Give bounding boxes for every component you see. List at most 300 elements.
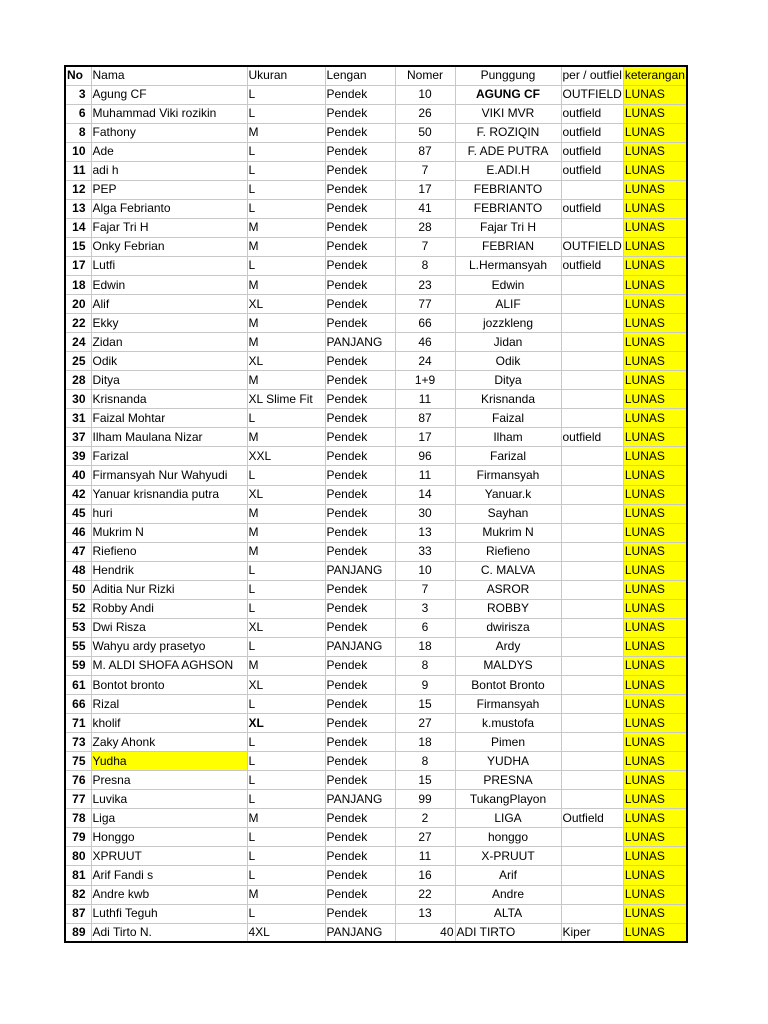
cell-no[interactable]: 77 — [65, 790, 91, 809]
cell-punggung[interactable]: ADI TIRTO — [455, 923, 561, 942]
cell-ukuran[interactable]: M — [247, 371, 325, 390]
cell-no[interactable]: 55 — [65, 637, 91, 656]
header-keterangan[interactable]: keterangan — [623, 66, 687, 85]
cell-keterangan[interactable]: LUNAS — [623, 142, 687, 161]
cell-keterangan[interactable]: LUNAS — [623, 828, 687, 847]
cell-lengan[interactable]: PANJANG — [325, 923, 395, 942]
cell-nama[interactable]: Andre kwb — [91, 885, 247, 904]
cell-no[interactable]: 22 — [65, 314, 91, 333]
cell-punggung[interactable]: MALDYS — [455, 656, 561, 675]
cell-keterangan[interactable]: LUNAS — [623, 676, 687, 695]
cell-nama[interactable]: Ditya — [91, 371, 247, 390]
cell-lengan[interactable]: Pendek — [325, 828, 395, 847]
cell-no[interactable]: 75 — [65, 752, 91, 771]
cell-nomer[interactable]: 27 — [395, 828, 455, 847]
cell-no[interactable]: 78 — [65, 809, 91, 828]
header-nomer[interactable]: Nomer — [395, 66, 455, 85]
cell-punggung[interactable]: Andre — [455, 885, 561, 904]
cell-posisi[interactable] — [561, 295, 623, 314]
cell-no[interactable]: 8 — [65, 123, 91, 142]
cell-no[interactable]: 3 — [65, 85, 91, 104]
cell-nomer[interactable]: 50 — [395, 123, 455, 142]
header-posisi[interactable]: per / outfiel — [561, 66, 623, 85]
cell-lengan[interactable]: PANJANG — [325, 333, 395, 352]
cell-no[interactable]: 81 — [65, 866, 91, 885]
cell-no[interactable]: 20 — [65, 295, 91, 314]
cell-posisi[interactable] — [561, 390, 623, 409]
cell-punggung[interactable]: dwirisza — [455, 618, 561, 637]
cell-nomer[interactable]: 16 — [395, 866, 455, 885]
cell-nomer[interactable]: 6 — [395, 618, 455, 637]
cell-ukuran[interactable]: XL — [247, 352, 325, 371]
cell-posisi[interactable] — [561, 790, 623, 809]
cell-punggung[interactable]: F. ROZIQIN — [455, 123, 561, 142]
cell-ukuran[interactable]: M — [247, 504, 325, 523]
cell-lengan[interactable]: Pendek — [325, 371, 395, 390]
cell-keterangan[interactable]: LUNAS — [623, 847, 687, 866]
cell-nama[interactable]: Robby Andi — [91, 599, 247, 618]
cell-posisi[interactable] — [561, 733, 623, 752]
cell-punggung[interactable]: AGUNG CF — [455, 85, 561, 104]
cell-ukuran[interactable]: L — [247, 180, 325, 199]
cell-ukuran[interactable]: M — [247, 542, 325, 561]
cell-no[interactable]: 80 — [65, 847, 91, 866]
cell-ukuran[interactable]: XL Slime Fit — [247, 390, 325, 409]
cell-posisi[interactable] — [561, 847, 623, 866]
cell-keterangan[interactable]: LUNAS — [623, 733, 687, 752]
cell-lengan[interactable]: Pendek — [325, 466, 395, 485]
cell-keterangan[interactable]: LUNAS — [623, 771, 687, 790]
cell-no[interactable]: 52 — [65, 599, 91, 618]
cell-nama[interactable]: Liga — [91, 809, 247, 828]
cell-punggung[interactable]: Odik — [455, 352, 561, 371]
cell-posisi[interactable] — [561, 828, 623, 847]
cell-keterangan[interactable]: LUNAS — [623, 256, 687, 275]
cell-lengan[interactable]: Pendek — [325, 199, 395, 218]
cell-nomer[interactable]: 10 — [395, 561, 455, 580]
cell-nama[interactable]: Hendrik — [91, 561, 247, 580]
cell-ukuran[interactable]: L — [247, 904, 325, 923]
cell-nama[interactable]: M. ALDI SHOFA AGHSON — [91, 656, 247, 675]
cell-nomer[interactable]: 11 — [395, 466, 455, 485]
cell-lengan[interactable]: Pendek — [325, 180, 395, 199]
cell-nama[interactable]: Firmansyah Nur Wahyudi — [91, 466, 247, 485]
cell-punggung[interactable]: honggo — [455, 828, 561, 847]
cell-lengan[interactable]: Pendek — [325, 847, 395, 866]
cell-no[interactable]: 53 — [65, 618, 91, 637]
cell-posisi[interactable] — [561, 885, 623, 904]
cell-nama[interactable]: Alga Febrianto — [91, 199, 247, 218]
cell-nomer[interactable]: 27 — [395, 714, 455, 733]
cell-ukuran[interactable]: L — [247, 790, 325, 809]
cell-keterangan[interactable]: LUNAS — [623, 485, 687, 504]
cell-nomer[interactable]: 23 — [395, 276, 455, 295]
cell-punggung[interactable]: Ardy — [455, 637, 561, 656]
cell-keterangan[interactable]: LUNAS — [623, 447, 687, 466]
cell-keterangan[interactable]: LUNAS — [623, 904, 687, 923]
cell-keterangan[interactable]: LUNAS — [623, 885, 687, 904]
cell-nomer[interactable]: 24 — [395, 352, 455, 371]
cell-ukuran[interactable]: L — [247, 771, 325, 790]
cell-posisi[interactable]: outfield — [561, 123, 623, 142]
cell-no[interactable]: 76 — [65, 771, 91, 790]
cell-punggung[interactable]: ALIF — [455, 295, 561, 314]
cell-ukuran[interactable]: L — [247, 561, 325, 580]
cell-keterangan[interactable]: LUNAS — [623, 809, 687, 828]
cell-lengan[interactable]: Pendek — [325, 676, 395, 695]
cell-nomer[interactable]: 9 — [395, 676, 455, 695]
cell-keterangan[interactable]: LUNAS — [623, 161, 687, 180]
cell-punggung[interactable]: LIGA — [455, 809, 561, 828]
cell-keterangan[interactable]: LUNAS — [623, 123, 687, 142]
cell-lengan[interactable]: Pendek — [325, 352, 395, 371]
cell-ukuran[interactable]: M — [247, 333, 325, 352]
cell-keterangan[interactable]: LUNAS — [623, 180, 687, 199]
cell-posisi[interactable] — [561, 371, 623, 390]
cell-no[interactable]: 71 — [65, 714, 91, 733]
cell-no[interactable]: 48 — [65, 561, 91, 580]
cell-nama[interactable]: Yudha — [91, 752, 247, 771]
cell-punggung[interactable]: X-PRUUT — [455, 847, 561, 866]
cell-nama[interactable]: XPRUUT — [91, 847, 247, 866]
cell-posisi[interactable] — [561, 542, 623, 561]
cell-punggung[interactable]: Fajar Tri H — [455, 218, 561, 237]
cell-lengan[interactable]: Pendek — [325, 237, 395, 256]
cell-nomer[interactable]: 1+9 — [395, 371, 455, 390]
cell-posisi[interactable]: outfield — [561, 104, 623, 123]
cell-nama[interactable]: Riefieno — [91, 542, 247, 561]
cell-keterangan[interactable]: LUNAS — [623, 561, 687, 580]
cell-posisi[interactable] — [561, 485, 623, 504]
cell-punggung[interactable]: E.ADI.H — [455, 161, 561, 180]
cell-posisi[interactable] — [561, 523, 623, 542]
cell-punggung[interactable]: PRESNA — [455, 771, 561, 790]
cell-punggung[interactable]: Sayhan — [455, 504, 561, 523]
cell-lengan[interactable]: Pendek — [325, 409, 395, 428]
cell-nama[interactable]: Wahyu ardy prasetyo — [91, 637, 247, 656]
cell-keterangan[interactable]: LUNAS — [623, 580, 687, 599]
cell-punggung[interactable]: Krisnanda — [455, 390, 561, 409]
cell-posisi[interactable] — [561, 504, 623, 523]
cell-nama[interactable]: Farizal — [91, 447, 247, 466]
cell-ukuran[interactable]: L — [247, 142, 325, 161]
cell-nama[interactable]: kholif — [91, 714, 247, 733]
cell-punggung[interactable]: Bontot Bronto — [455, 676, 561, 695]
cell-punggung[interactable]: ROBBY — [455, 599, 561, 618]
cell-nomer[interactable]: 46 — [395, 333, 455, 352]
cell-posisi[interactable] — [561, 314, 623, 333]
cell-punggung[interactable]: Firmansyah — [455, 466, 561, 485]
cell-punggung[interactable]: FEBRIAN — [455, 237, 561, 256]
cell-keterangan[interactable]: LUNAS — [623, 618, 687, 637]
cell-nomer[interactable]: 33 — [395, 542, 455, 561]
cell-punggung[interactable]: Faizal — [455, 409, 561, 428]
cell-punggung[interactable]: Yanuar.k — [455, 485, 561, 504]
cell-nama[interactable]: Onky Febrian — [91, 237, 247, 256]
cell-ukuran[interactable]: L — [247, 466, 325, 485]
cell-ukuran[interactable]: L — [247, 752, 325, 771]
cell-nomer[interactable]: 17 — [395, 180, 455, 199]
cell-lengan[interactable]: Pendek — [325, 390, 395, 409]
cell-lengan[interactable]: Pendek — [325, 866, 395, 885]
cell-nomer[interactable]: 15 — [395, 695, 455, 714]
cell-ukuran[interactable]: XL — [247, 676, 325, 695]
cell-ukuran[interactable]: L — [247, 847, 325, 866]
cell-punggung[interactable]: jozzkleng — [455, 314, 561, 333]
cell-lengan[interactable]: Pendek — [325, 695, 395, 714]
cell-keterangan[interactable]: LUNAS — [623, 752, 687, 771]
cell-lengan[interactable]: Pendek — [325, 447, 395, 466]
cell-punggung[interactable]: YUDHA — [455, 752, 561, 771]
cell-ukuran[interactable]: L — [247, 828, 325, 847]
cell-ukuran[interactable]: L — [247, 695, 325, 714]
cell-nomer[interactable]: 87 — [395, 409, 455, 428]
cell-no[interactable]: 25 — [65, 352, 91, 371]
cell-posisi[interactable]: outfield — [561, 199, 623, 218]
cell-keterangan[interactable]: LUNAS — [623, 409, 687, 428]
cell-lengan[interactable]: Pendek — [325, 733, 395, 752]
cell-nama[interactable]: Presna — [91, 771, 247, 790]
cell-nomer[interactable]: 26 — [395, 104, 455, 123]
cell-nama[interactable]: Alif — [91, 295, 247, 314]
cell-lengan[interactable]: Pendek — [325, 142, 395, 161]
cell-ukuran[interactable]: M — [247, 428, 325, 447]
cell-punggung[interactable]: Riefieno — [455, 542, 561, 561]
header-punggung[interactable]: Punggung — [455, 66, 561, 85]
cell-keterangan[interactable]: LUNAS — [623, 371, 687, 390]
cell-nama[interactable]: Edwin — [91, 276, 247, 295]
cell-punggung[interactable]: ASROR — [455, 580, 561, 599]
cell-nama[interactable]: Faizal Mohtar — [91, 409, 247, 428]
cell-posisi[interactable] — [561, 866, 623, 885]
cell-nomer[interactable]: 22 — [395, 885, 455, 904]
cell-lengan[interactable]: Pendek — [325, 618, 395, 637]
cell-nomer[interactable]: 8 — [395, 256, 455, 275]
cell-keterangan[interactable]: LUNAS — [623, 352, 687, 371]
cell-posisi[interactable] — [561, 676, 623, 695]
cell-keterangan[interactable]: LUNAS — [623, 390, 687, 409]
cell-ukuran[interactable]: XXL — [247, 447, 325, 466]
cell-lengan[interactable]: Pendek — [325, 771, 395, 790]
cell-posisi[interactable]: Outfield — [561, 809, 623, 828]
cell-posisi[interactable] — [561, 637, 623, 656]
cell-ukuran[interactable]: L — [247, 733, 325, 752]
cell-ukuran[interactable]: 4XL — [247, 923, 325, 942]
cell-nama[interactable]: Mukrim N — [91, 523, 247, 542]
cell-nomer[interactable]: 77 — [395, 295, 455, 314]
cell-ukuran[interactable]: L — [247, 85, 325, 104]
cell-nomer[interactable]: 14 — [395, 485, 455, 504]
cell-keterangan[interactable]: LUNAS — [623, 295, 687, 314]
cell-nama[interactable]: Muhammad Viki rozikin — [91, 104, 247, 123]
cell-no[interactable]: 12 — [65, 180, 91, 199]
cell-nomer[interactable]: 2 — [395, 809, 455, 828]
cell-nomer[interactable]: 7 — [395, 161, 455, 180]
cell-nomer[interactable]: 66 — [395, 314, 455, 333]
cell-punggung[interactable]: C. MALVA — [455, 561, 561, 580]
cell-ukuran[interactable]: L — [247, 104, 325, 123]
cell-no[interactable]: 28 — [65, 371, 91, 390]
cell-keterangan[interactable]: LUNAS — [623, 237, 687, 256]
cell-no[interactable]: 10 — [65, 142, 91, 161]
header-ukuran[interactable]: Ukuran — [247, 66, 325, 85]
cell-nomer[interactable]: 11 — [395, 847, 455, 866]
cell-no[interactable]: 24 — [65, 333, 91, 352]
cell-punggung[interactable]: Firmansyah — [455, 695, 561, 714]
cell-nama[interactable]: Bontot bronto — [91, 676, 247, 695]
cell-keterangan[interactable]: LUNAS — [623, 466, 687, 485]
header-nama[interactable]: Nama — [91, 66, 247, 85]
cell-punggung[interactable]: FEBRIANTO — [455, 180, 561, 199]
cell-nama[interactable]: Aditia Nur Rizki — [91, 580, 247, 599]
cell-no[interactable]: 17 — [65, 256, 91, 275]
cell-lengan[interactable]: Pendek — [325, 161, 395, 180]
cell-posisi[interactable] — [561, 695, 623, 714]
cell-lengan[interactable]: Pendek — [325, 218, 395, 237]
cell-lengan[interactable]: Pendek — [325, 428, 395, 447]
cell-no[interactable]: 42 — [65, 485, 91, 504]
cell-punggung[interactable]: ALTA — [455, 904, 561, 923]
cell-nomer[interactable]: 30 — [395, 504, 455, 523]
cell-nomer[interactable]: 8 — [395, 656, 455, 675]
cell-punggung[interactable]: Farizal — [455, 447, 561, 466]
cell-nama[interactable]: Lutfi — [91, 256, 247, 275]
cell-keterangan[interactable]: LUNAS — [623, 695, 687, 714]
cell-nomer[interactable]: 41 — [395, 199, 455, 218]
cell-keterangan[interactable]: LUNAS — [623, 428, 687, 447]
cell-nama[interactable]: Ilham Maulana Nizar — [91, 428, 247, 447]
cell-lengan[interactable]: Pendek — [325, 295, 395, 314]
cell-posisi[interactable]: Kiper — [561, 923, 623, 942]
cell-no[interactable]: 82 — [65, 885, 91, 904]
cell-keterangan[interactable]: LUNAS — [623, 656, 687, 675]
cell-posisi[interactable] — [561, 466, 623, 485]
cell-punggung[interactable]: L.Hermansyah — [455, 256, 561, 275]
cell-nama[interactable]: Krisnanda — [91, 390, 247, 409]
cell-posisi[interactable] — [561, 714, 623, 733]
cell-posisi[interactable] — [561, 618, 623, 637]
cell-posisi[interactable]: outfield — [561, 256, 623, 275]
cell-nomer[interactable]: 15 — [395, 771, 455, 790]
cell-nama[interactable]: Odik — [91, 352, 247, 371]
cell-posisi[interactable] — [561, 409, 623, 428]
cell-posisi[interactable] — [561, 561, 623, 580]
cell-nama[interactable]: Luthfi Teguh — [91, 904, 247, 923]
cell-nomer[interactable]: 11 — [395, 390, 455, 409]
cell-nama[interactable]: Yanuar krisnandia putra — [91, 485, 247, 504]
cell-nomer[interactable]: 87 — [395, 142, 455, 161]
cell-posisi[interactable] — [561, 904, 623, 923]
cell-nama[interactable]: PEP — [91, 180, 247, 199]
cell-nama[interactable]: Agung CF — [91, 85, 247, 104]
cell-lengan[interactable]: Pendek — [325, 656, 395, 675]
cell-no[interactable]: 13 — [65, 199, 91, 218]
cell-nama[interactable]: adi h — [91, 161, 247, 180]
cell-ukuran[interactable]: L — [247, 199, 325, 218]
cell-ukuran[interactable]: XL — [247, 485, 325, 504]
cell-lengan[interactable]: Pendek — [325, 580, 395, 599]
cell-nama[interactable]: Adi Tirto N. — [91, 923, 247, 942]
cell-nama[interactable]: Rizal — [91, 695, 247, 714]
cell-nomer[interactable]: 8 — [395, 752, 455, 771]
cell-ukuran[interactable]: L — [247, 580, 325, 599]
header-no[interactable]: No — [65, 66, 91, 85]
cell-ukuran[interactable]: M — [247, 885, 325, 904]
cell-ukuran[interactable]: M — [247, 314, 325, 333]
cell-ukuran[interactable]: M — [247, 237, 325, 256]
cell-ukuran[interactable]: M — [247, 123, 325, 142]
cell-punggung[interactable]: VIKI MVR — [455, 104, 561, 123]
cell-posisi[interactable] — [561, 447, 623, 466]
cell-no[interactable]: 14 — [65, 218, 91, 237]
cell-keterangan[interactable]: LUNAS — [623, 790, 687, 809]
cell-no[interactable]: 30 — [65, 390, 91, 409]
cell-nama[interactable]: Ade — [91, 142, 247, 161]
cell-no[interactable]: 37 — [65, 428, 91, 447]
cell-posisi[interactable] — [561, 771, 623, 790]
cell-punggung[interactable]: k.mustofa — [455, 714, 561, 733]
cell-nomer[interactable]: 40 — [395, 923, 455, 942]
cell-no[interactable]: 61 — [65, 676, 91, 695]
cell-lengan[interactable]: Pendek — [325, 256, 395, 275]
cell-posisi[interactable] — [561, 752, 623, 771]
cell-ukuran[interactable]: M — [247, 218, 325, 237]
cell-no[interactable]: 73 — [65, 733, 91, 752]
cell-keterangan[interactable]: LUNAS — [623, 866, 687, 885]
cell-ukuran[interactable]: M — [247, 809, 325, 828]
cell-lengan[interactable]: Pendek — [325, 904, 395, 923]
cell-nomer[interactable]: 18 — [395, 637, 455, 656]
cell-posisi[interactable]: outfield — [561, 161, 623, 180]
cell-lengan[interactable]: PANJANG — [325, 637, 395, 656]
cell-nama[interactable]: Luvika — [91, 790, 247, 809]
cell-nomer[interactable]: 13 — [395, 523, 455, 542]
cell-lengan[interactable]: Pendek — [325, 85, 395, 104]
cell-no[interactable]: 18 — [65, 276, 91, 295]
cell-ukuran[interactable]: M — [247, 276, 325, 295]
cell-keterangan[interactable]: LUNAS — [623, 714, 687, 733]
cell-nomer[interactable]: 28 — [395, 218, 455, 237]
cell-posisi[interactable] — [561, 333, 623, 352]
cell-nama[interactable]: Zidan — [91, 333, 247, 352]
cell-lengan[interactable]: Pendek — [325, 523, 395, 542]
cell-keterangan[interactable]: LUNAS — [623, 542, 687, 561]
cell-no[interactable]: 15 — [65, 237, 91, 256]
cell-nomer[interactable]: 7 — [395, 237, 455, 256]
cell-keterangan[interactable]: LUNAS — [623, 218, 687, 237]
cell-keterangan[interactable]: LUNAS — [623, 333, 687, 352]
cell-keterangan[interactable]: LUNAS — [623, 504, 687, 523]
cell-no[interactable]: 46 — [65, 523, 91, 542]
cell-posisi[interactable] — [561, 218, 623, 237]
cell-nomer[interactable]: 13 — [395, 904, 455, 923]
cell-lengan[interactable]: Pendek — [325, 504, 395, 523]
cell-punggung[interactable]: Pimen — [455, 733, 561, 752]
cell-nomer[interactable]: 96 — [395, 447, 455, 466]
cell-lengan[interactable]: Pendek — [325, 276, 395, 295]
cell-no[interactable]: 39 — [65, 447, 91, 466]
cell-nama[interactable]: Ekky — [91, 314, 247, 333]
cell-ukuran[interactable]: L — [247, 866, 325, 885]
cell-posisi[interactable] — [561, 656, 623, 675]
cell-no[interactable]: 89 — [65, 923, 91, 942]
cell-keterangan[interactable]: LUNAS — [623, 314, 687, 333]
cell-ukuran[interactable]: L — [247, 161, 325, 180]
cell-lengan[interactable]: PANJANG — [325, 790, 395, 809]
cell-nama[interactable]: Dwi Risza — [91, 618, 247, 637]
cell-no[interactable]: 40 — [65, 466, 91, 485]
cell-ukuran[interactable]: L — [247, 599, 325, 618]
